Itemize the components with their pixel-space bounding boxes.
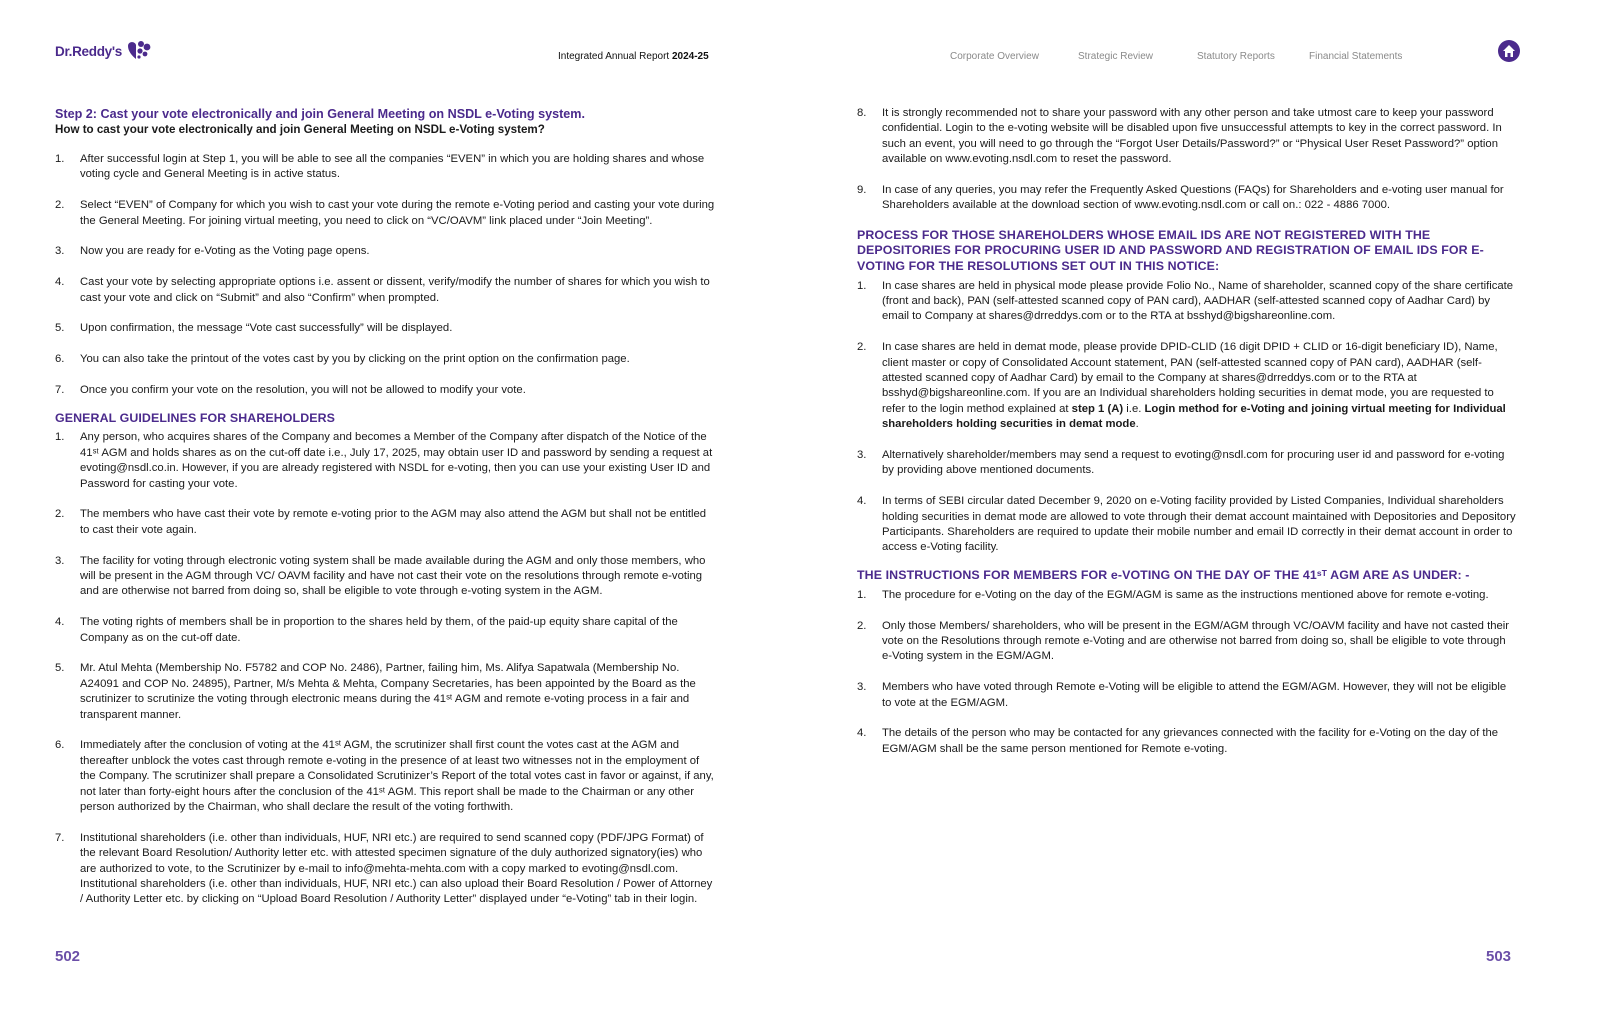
item-number: 3. — [857, 681, 867, 694]
item-number: 4. — [55, 276, 65, 289]
process-list — [857, 279, 1517, 433]
bold-segment: Login method for e-Voting and joining virtual meeting for Individual shareholders holding securities in demat mode — [882, 402, 1506, 431]
item-text: You can also take the printout of the votes cast by you by clicking on the print option on the confirmation page. — [80, 353, 630, 366]
item-text: The members who have cast their vote by remote e-voting prior to the AGM may also attend the AGM but shall not be entitled to cast their vote again. — [80, 508, 707, 536]
list-item — [55, 661, 715, 723]
item-number: 4. — [857, 495, 867, 508]
left-page-content — [55, 106, 715, 923]
item-number: 5. — [55, 322, 65, 335]
text-segment: . — [1135, 418, 1139, 431]
page-number-left: 502 — [55, 948, 81, 965]
item-text: Immediately after the conclusion of voting at the 41ˢᵗ AGM, the scrutinizer shall first count the votes cast at the AGM and thereafter unblock the votes cast through remote e-voting in the presence of at least two witnesses not in the employment of the Company. The scrutinizer shall prepare a Consolidated Scrutinizer’s Report of the total votes cast in favor or against, if any, not later than forty-eight hours after the conclusion of the 41ˢᵗ AGM. This report shall be made to the Chairman or any other person authorized by the Chairman, who shall declare the result of the voting forthwith. — [80, 739, 714, 814]
item-number: 1. — [55, 431, 65, 444]
item-text: Mr. Atul Mehta (Membership No. F5782 and COP No. 2486), Partner, failing him, Ms. Alifya Sapatwala (Membership No. A24091 and COP No. 24895), Partner, M/s Mehta & Mehta, Company Secretaries, has been appointed by the Board as the scrutinizer to scrutinize the voting through electronic means during the 41ˢᵗ AGM and remote e-voting process in a fair and transparent manner. — [80, 662, 696, 721]
item-text: In terms of SEBI circular dated December 9, 2020 on e-Voting facility provided by Listed Companies, Individual shareholders holding securities in demat mode are allowed to vote through their demat account maintained with Depositories and Depository Participants. Shareholders are required to update their mobile number and email ID correctly in their demat account in order to access e-Voting facility. — [882, 495, 1516, 554]
item-number: 7. — [55, 831, 65, 844]
item-number: 1. — [55, 153, 65, 165]
nav-corporate-overview[interactable]: Corporate Overview — [950, 51, 1039, 62]
guidelines-heading: GENERAL GUIDELINES FOR SHAREHOLDERS — [55, 410, 336, 425]
process-heading: PROCESS FOR THOSE SHAREHOLDERS WHOSE EMAIL IDS ARE NOT REGISTERED WITH THE DEPOSITORIES FOR PROCURING USER ID AND PASSWORD AND REGISTRATION OF EMAIL IDS FOR E-VOTING FOR THE RESOLUTIONS SET OUT IN THIS NOTICE: — [857, 227, 1484, 274]
nav-strategic-review[interactable]: Strategic Review — [1078, 51, 1154, 62]
logo-heart-icon — [126, 40, 152, 62]
list-item — [55, 430, 715, 492]
list-item — [857, 588, 1517, 603]
logo-text: Dr.Reddy's — [55, 43, 122, 59]
list-item — [857, 494, 1517, 556]
page-number-right: 503 — [1486, 948, 1512, 965]
list-item — [55, 352, 715, 367]
list-item — [857, 279, 1517, 325]
item-text: Once you confirm your vote on the resolution, you will not be allowed to modify your vote. — [80, 384, 526, 396]
list-item — [55, 152, 715, 183]
item-number: 1. — [857, 588, 867, 601]
item-number: 1. — [857, 279, 867, 292]
home-button[interactable] — [1498, 40, 1520, 62]
steps-list — [55, 152, 715, 398]
item-text: The facility for voting through electronic voting system shall be made available during the AGM and only those members, who will be present in the AGM through VC/ OAVM facility and have not cast their vote on the resolutions through remote e-voting and are otherwise not barred from doing so, shall be eligible to vote through e-voting system in the AGM. — [80, 554, 706, 598]
item-number: 3. — [857, 449, 867, 462]
item-number: 4. — [55, 616, 65, 629]
item-text: Members who have voted through Remote e-Voting will be eligible to attend the EGM/AGM. However, they will not be eligible to vote at the EGM/AGM. — [882, 681, 1507, 709]
list-item — [55, 275, 715, 306]
list-item — [55, 507, 715, 538]
item-text: Alternatively shareholder/members may send a request to evoting@nsdl.com for procuring user id and password for e-voting by providing above mentioned documents. — [882, 449, 1505, 477]
list-item — [857, 680, 1517, 711]
item-text: Upon confirmation, the message “Vote cast successfully” will be displayed. — [80, 322, 453, 335]
item-number: 6. — [55, 353, 65, 366]
item-number: 3. — [55, 245, 65, 258]
item-number: 2. — [857, 619, 867, 632]
step-heading: Step 2: Cast your vote electronically and join General Meeting on NSDL e-Voting system. — [55, 107, 585, 121]
item-number: 7. — [55, 384, 65, 396]
continued-list — [857, 106, 1517, 214]
list-item — [857, 448, 1517, 479]
report-year: 2024-25 — [671, 51, 709, 62]
nav-statutory-reports[interactable]: Statutory Reports — [1197, 51, 1275, 62]
item-text: The details of the person who may be contacted for any grievances connected with the facility for e-Voting on the day of the EGM/AGM shall be the same person mentioned for Remote e-voting. — [882, 727, 1499, 755]
item-number: 6. — [55, 739, 65, 752]
item-text: Institutional shareholders (i.e. other than individuals, HUF, NRI etc.) are required to send scanned copy (PDF/JPG Format) of the relevant Board Resolution/ Authority letter etc. with attested specimen signature of the duly authorized signatory(ies) who are authorized to vote, to the Scrutinizer by e-mail to info@mehta-mehta.com with a copy marked to evoting@nsdl.com. Institutional shareholders (i.e. other than individuals, HUF, NRI etc.) can also upload their Board Resolution / Power of Attorney / Authority Letter etc. by clicking on “Upload Board Resolution / Authority Letter” displayed under “e-Voting” tab in their login. — [80, 831, 713, 906]
list-item — [55, 244, 715, 259]
list-item — [857, 619, 1517, 665]
item-number: 4. — [857, 727, 867, 740]
list-item — [55, 383, 715, 398]
item-number: 2. — [55, 199, 65, 212]
item-text: The voting rights of members shall be in proportion to the shares held by them, of the paid-up equity share capital of the Company as on the cut-off date. — [80, 616, 678, 644]
item-number: 2. — [857, 341, 867, 354]
right-page-content — [857, 106, 1517, 773]
item-number: 5. — [55, 662, 65, 675]
text-segment: i.e. — [1123, 402, 1145, 415]
list-item — [55, 321, 715, 336]
step-subheading: How to cast your vote electronically and join General Meeting on NSDL e-Voting system? — [55, 123, 545, 136]
instructions-list — [857, 588, 1517, 757]
process-list-rest — [857, 448, 1517, 556]
list-item — [55, 198, 715, 229]
item-text: The procedure for e-Voting on the day of the EGM/AGM is same as the instructions mentioned above for remote e-voting. — [882, 588, 1489, 601]
nav-financial-statements[interactable]: Financial Statements — [1309, 51, 1403, 62]
list-item — [857, 183, 1517, 214]
home-icon — [1502, 44, 1516, 58]
item-number: 9. — [857, 184, 867, 197]
list-item — [55, 615, 715, 646]
item-text: Now you are ready for e-Voting as the Voting page opens. — [80, 245, 370, 258]
item-number: 2. — [55, 508, 65, 521]
item-text: In case shares are held in physical mode please provide Folio No., Name of shareholder, scanned copy of the share certificate (front and back), PAN (self-attested scanned copy of PAN card), AADHAR (self-attested scanned copy of Aadhar Card) by email to Company at shares@drreddys.com or to the RTA at bsshyd@bigshareonline.com. — [882, 279, 1514, 323]
list-item — [55, 831, 715, 908]
list-item — [857, 106, 1517, 168]
instructions-heading: THE INSTRUCTIONS FOR MEMBERS FOR e-VOTING ON THE DAY OF THE 41ˢᵀ AGM ARE AS UNDER: - — [857, 568, 1470, 583]
item-text: Only those Members/ shareholders, who will be present in the EGM/AGM through VC/OAVM facility and have not casted their vote on the Resolutions through remote e-Voting and are otherwise not barred from doing so, shall be eligible to vote through e-Voting system in the EGM/AGM. — [882, 619, 1510, 663]
list-item — [55, 738, 715, 815]
item-text: After successful login at Step 1, you will be able to see all the companies “EVEN” in which you are holding shares and whose voting cycle and General Meeting is in active status. — [80, 153, 705, 181]
list-item — [55, 554, 715, 600]
bold-segment: step 1 (A) — [1071, 402, 1124, 415]
dr-reddys-logo — [55, 40, 152, 62]
list-item — [857, 726, 1517, 757]
item-text: In case of any queries, you may refer the Frequently Asked Questions (FAQs) for Shareholders and e-voting user manual for Shareholders available at the download section of www.evoting.nsdl.com or call on.: 022 - 4886 7000. — [882, 184, 1504, 212]
report-title — [558, 51, 709, 62]
item-text — [882, 340, 1517, 432]
report-title-text: Integrated Annual Report — [558, 51, 670, 62]
text-segment: In case shares are held in demat mode, please provide DPID-CLID (16 digit DPID + CLID or 16-digit beneficiary ID), Name, client master or copy of Consolidated Account statement, PAN (self-attested scanned copy of PAN card), AADHAR (self-attested scanned copy of Aadhar Card) by email to the Company at shares@drreddys.com or to the RTA at bsshyd@bigshareonline.com. If you are an Individual shareholders holding securities in demat mode, you are requested to refer to the login method explained at — [882, 341, 1498, 415]
item-text: Select “EVEN” of Company for which you wish to cast your vote during the remote e-Voting period and casting your vote during the General Meeting. For joining virtual meeting, you need to click on “VC/OAVM” link placed under “Join Meeting”. — [80, 199, 715, 227]
item-text: Cast your vote by selecting appropriate options i.e. assent or dissent, verify/modify the number of shares for which you wish to cast your vote and click on “Submit” and also “Confirm” when prompted. — [80, 276, 710, 304]
guidelines-list — [55, 430, 715, 908]
item-number: 8. — [857, 107, 867, 119]
list-item — [857, 340, 1517, 432]
item-number: 3. — [55, 554, 65, 567]
item-text: Any person, who acquires shares of the Company and becomes a Member of the Company after dispatch of the Notice of the 41ˢᵗ AGM and holds shares as on the cut-off date i.e., July 17, 2025, may obtain user ID and password by sending a request at evoting@nsdl.co.in. However, if you are already registered with NSDL for e-voting, then you can use your existing User ID and Password for casting your vote. — [80, 431, 713, 490]
item-text: It is strongly recommended not to share your password with any other person and take utmost care to keep your password confidential. Login to the e-voting website will be disabled upon five unsuccessful attempts to key in the correct password. In such an event, you will need to go through the “Forgot User Details/Password?” or “Physical User Reset Password?” option available on www.evoting.nsdl.com to reset the password. — [882, 107, 1502, 166]
